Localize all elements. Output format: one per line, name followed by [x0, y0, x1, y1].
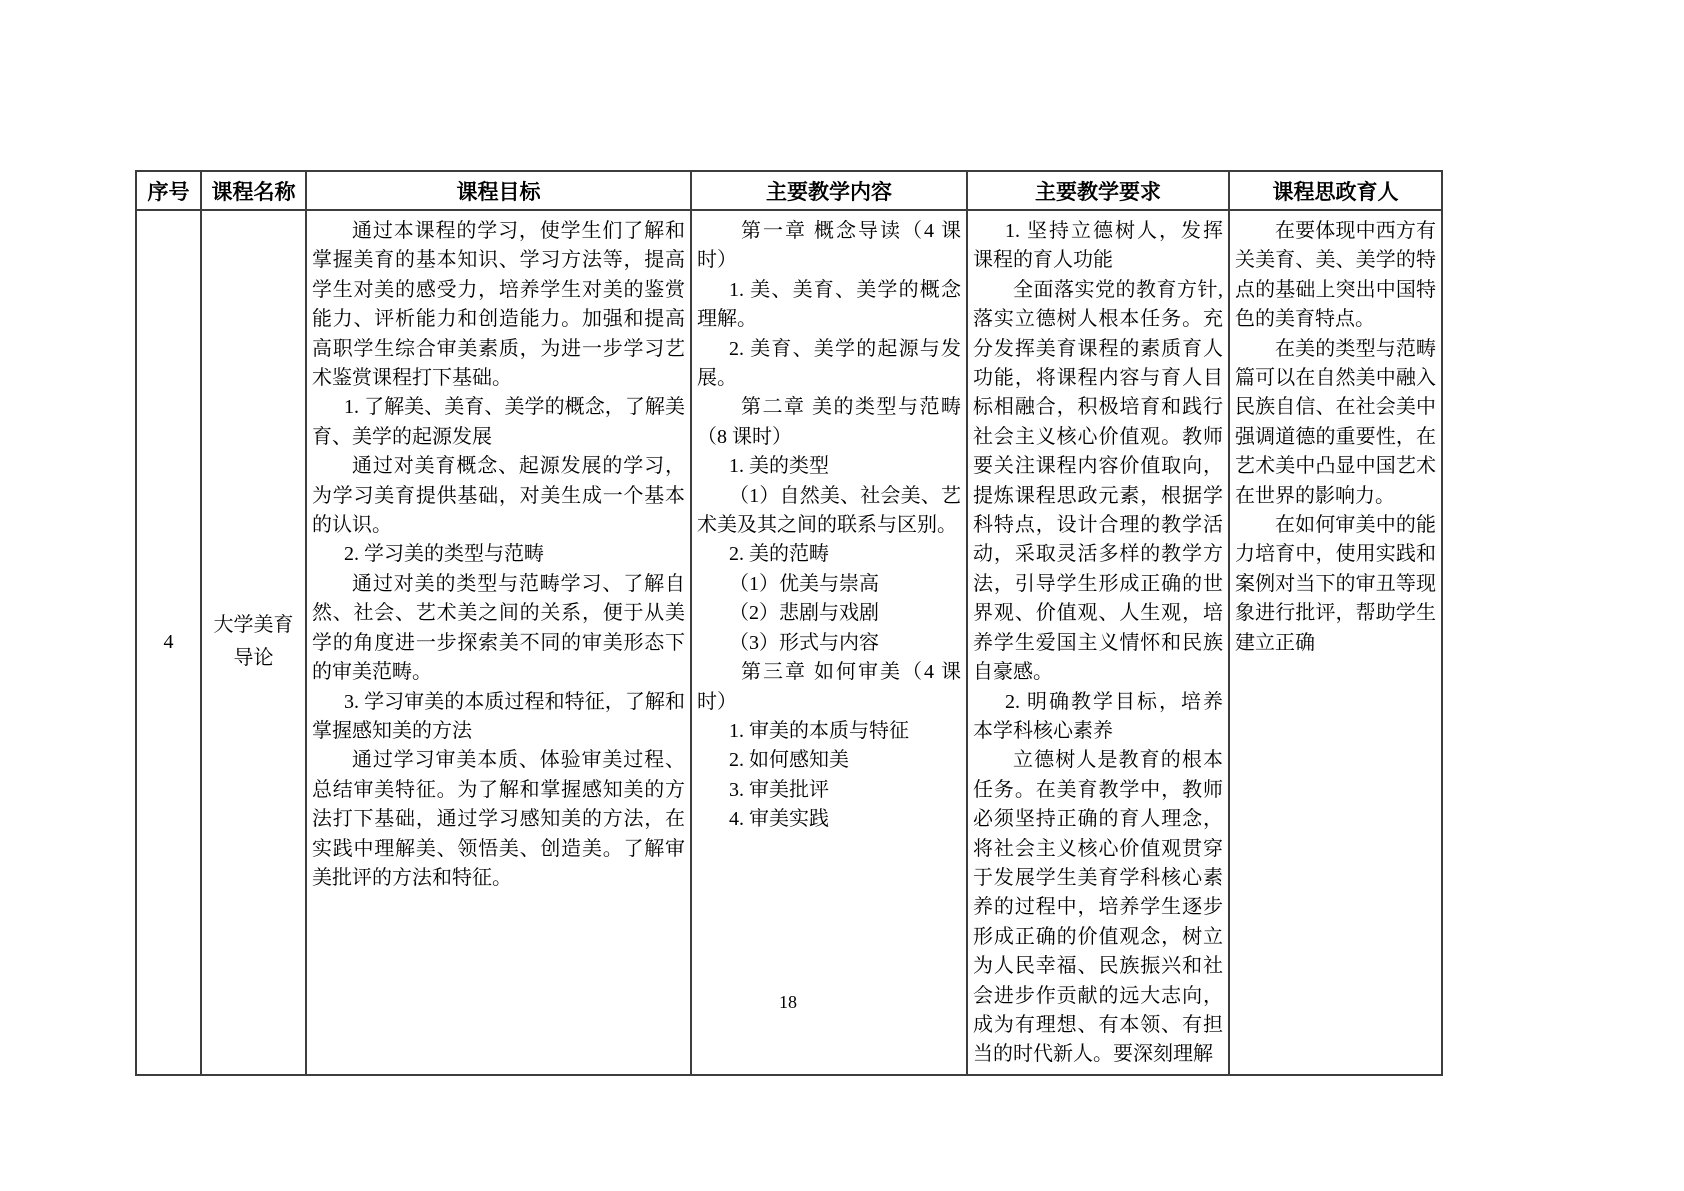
content-paragraph: 3. 审美批评: [729, 778, 829, 801]
content-paragraph: 1. 美、美育、美学的概念理解。: [697, 278, 961, 331]
requirements-paragraph: 立德树人是教育的根本任务。在美育教学中，教师必须坚持正确的育人理念，将社会主义核心价值观贯穿于发展学生美育学科核心素养的过程中，培养学生逐步形成正确的价值观念，树立为人民幸福、民族振兴和社会进步作贡献的远大志向，成为有理想、有本领、有担当的时代新人。要深刻理解: [973, 749, 1223, 1066]
objectives-paragraph: 通过对美的类型与范畴学习、了解自然、社会、艺术美之间的关系，便于从美学的角度进一步探索美不同的审美形态下的审美范畴。: [312, 572, 685, 684]
course-name-line1: 大学美育: [213, 614, 294, 637]
table-row: [136, 210, 1442, 1075]
content-paragraph: （3）形式与内容: [729, 631, 879, 654]
ideology-paragraph: 在如何审美中的能力培育中，使用实践和案例对当下的审丑等现象进行批评，帮助学生建立正确: [1235, 514, 1436, 654]
objectives-paragraph: 通过学习审美本质、体验审美过程、总结审美特征。为了解和掌握感知美的方法打下基础，通过学习感知美的方法，在实践中理解美、领悟美、创造美。了解审美批评的方法和特征。: [312, 749, 685, 889]
header-requirements: 主要教学要求: [967, 171, 1229, 210]
content-paragraph: 4. 审美实践: [729, 808, 829, 831]
content-cell: [691, 210, 967, 1075]
page-number: 18: [779, 992, 797, 1012]
header-seq: 序号: [136, 171, 201, 210]
ideology-paragraph: 在美的类型与范畴篇可以在自然美中融入民族自信、在社会美中强调道德的重要性，在艺术美中凸显中国艺术在世界的影响力。: [1235, 337, 1436, 507]
content-paragraph: 2. 美育、美学的起源与发展。: [697, 337, 961, 390]
course-name-cell: [201, 210, 306, 1075]
course-name-line2: 导论: [233, 647, 274, 670]
requirements-paragraph: 2. 明确教学目标，培养本学科核心素养: [973, 690, 1223, 742]
header-content: 主要教学内容: [691, 171, 967, 210]
content-paragraph: 第一章 概念导读（4 课时）: [697, 220, 961, 272]
content-paragraph: 2. 美的范畴: [729, 543, 829, 566]
requirements-paragraph: 全面落实党的教育方针,落实立德树人根本任务。充分发挥美育课程的素质育人功能，将课程内容与育人目标相融合，积极培育和践行社会主义核心价值观。教师要关注课程内容价值取向，提炼课程思政元素，根据学科特点，设计合理的教学活动，采取灵活多样的教学方法，引导学生形成正确的世界观、价值观、人生观，培养学生爱国主义情怀和民族自豪感。: [973, 278, 1223, 684]
header-course-name: 课程名称: [201, 171, 306, 210]
table-header-row: [136, 171, 1442, 210]
curriculum-table: [135, 170, 1443, 1076]
objectives-paragraph: 通过本课程的学习，使学生们了解和掌握美育的基本知识、学习方法等，提高学生对美的感受力，培养学生对美的鉴赏能力、评析能力和创造能力。加强和提高高职学生综合审美素质，为进一步学习艺术鉴赏课程打下基础。: [312, 220, 685, 390]
objectives-paragraph: 通过对美育概念、起源发展的学习，为学习美育提供基础，对美生成一个基本的认识。: [312, 455, 685, 537]
ideology-paragraph: 在要体现中西方有关美育、美、美学的特点的基础上突出中国特色的美育特点。: [1235, 220, 1436, 331]
curriculum-table-wrap: [135, 170, 1441, 1076]
content-paragraph: 第二章 美的类型与范畴（8 课时）: [697, 396, 961, 448]
content-paragraph: 2. 如何感知美: [729, 749, 849, 772]
seq-cell: 4: [136, 210, 201, 1075]
content-paragraph: （1）自然美、社会美、艺术美及其之间的联系与区别。: [697, 484, 961, 537]
header-ideology: 课程思政育人: [1229, 171, 1442, 210]
content-paragraph: （1）优美与崇高: [729, 572, 879, 595]
objectives-paragraph: 1. 了解美、美育、美学的概念，了解美育、美学的起源发展: [312, 396, 685, 448]
requirements-cell: [967, 210, 1229, 1075]
content-paragraph: 第三章 如何审美（4 课时）: [697, 661, 961, 713]
requirements-paragraph: 1. 坚持立德树人，发挥课程的育人功能: [973, 220, 1223, 272]
ideology-cell: [1229, 210, 1442, 1075]
header-objectives: 课程目标: [306, 171, 691, 210]
objectives-paragraph: 2. 学习美的类型与范畴: [344, 543, 544, 566]
content-paragraph: （2）悲剧与戏剧: [729, 602, 879, 625]
content-paragraph: 1. 美的类型: [729, 455, 829, 478]
content-paragraph: 1. 审美的本质与特征: [729, 719, 909, 742]
objectives-paragraph: 3. 学习审美的本质过程和特征，了解和掌握感知美的方法: [312, 690, 685, 742]
objectives-cell: [306, 210, 691, 1075]
